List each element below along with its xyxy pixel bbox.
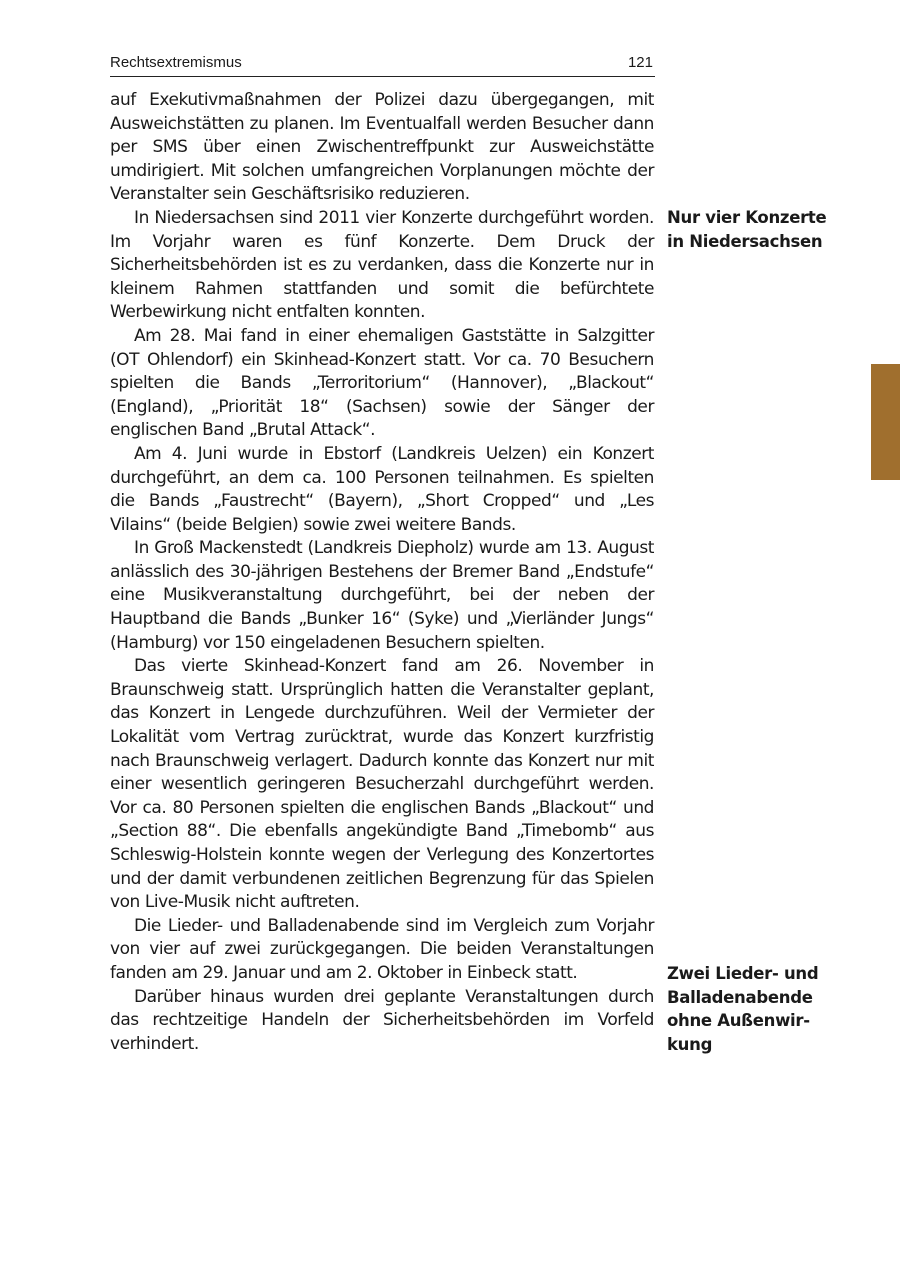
paragraph: Die Lieder- und Balladenabende sind im Vergleich zum Vorjahr von vier auf zwei zurückgegangen. Die beiden Veranstaltungen fanden am 29. Januar und am 2. Oktober in Einbeck statt. [110, 915, 654, 983]
margin-note-line: kung [667, 1034, 713, 1054]
paragraph: Am 28. Mai fand in einer ehemaligen Gaststätte in Salzgitter (OT Ohlendorf) ein Skinhead-Konzert statt. Vor ca. 70 Besuchern spielten die Bands „Terroritorium“ (Hannover), „Blackout“ (England), „Priorität 18“ (Sachsen) sowie der Sänger der englischen Band „Brutal Attack“. [110, 325, 654, 441]
paragraph: Am 4. Juni wurde in Ebstorf (Landkreis Uelzen) ein Konzert durchgeführt, an dem ca. 100 Personen teilnahmen. Es spielten die Bands „Faustrecht“ (Bayern), „Short Cropped“ und „Les Vilains“ (beide Belgien) sowie zwei weitere Bands. [110, 443, 654, 535]
page-header [110, 52, 655, 77]
margin-note-line: Balladenabende [667, 987, 813, 1007]
margin-note-ballad-evenings [667, 962, 837, 1056]
paragraph: auf Exekutivmaßnahmen der Polizei dazu übergegangen, mit Ausweichstätten zu planen. Im Eventualfall werden Besucher dann per SMS über einen Zwischentreffpunkt zur Ausweichstätte umdirigiert. Mit solchen umfangreichen Vorplanungen möchte der Veranstalter sein Geschäftsrisiko reduzieren. [110, 90, 654, 205]
paragraph: In Groß Mackenstedt (Landkreis Diepholz) wurde am 13. August anlässlich des 30-jährigen Bestehens der Bremer Band „Endstufe“ eine Musikveranstaltung durchgeführt, bei der neben der Hauptband die Bands „Bunker 16“ (Syke) und „Vierländer Jungs“ (Hamburg) vor 150 eingeladenen Besuchern spielten. [110, 538, 654, 653]
margin-note-concerts [667, 206, 837, 253]
paragraph: Darüber hinaus wurden drei geplante Veranstaltungen durch das rechtzeitige Handeln der Sicherheitsbehörden im Vorfeld verhindert. [110, 986, 654, 1054]
margin-note-line: Zwei Lieder- und [667, 964, 819, 983]
margin-note-line: Nur vier Konzerte [667, 208, 827, 227]
body-text [110, 89, 654, 1056]
paragraph: Das vierte Skinhead-Konzert fand am 26. November in Braunschweig statt. Ursprünglich hatten die Veranstalter geplant, das Konzert in Lengede durchzuführen. Weil der Vermieter der Lokalität vom Vertrag zurücktrat, wurde das Konzert kurzfristig nach Braunschweig verlagert. Dadurch konnte das Konzert nur mit einer wesentlich geringeren Besucherzahl durchgeführt werden. Vor ca. 80 Personen spielten die englischen Bands „Blackout“ und „Section 88“. Die ebenfalls angekündigte Band „Timebomb“ aus Schleswig-Holstein konnte wegen der Verlegung des Konzertortes und der damit verbundenen zeitlichen Begrenzung für das Spielen von Live-Musik nicht auftreten. [110, 656, 654, 913]
margin-note-line: ohne Außenwir- [667, 1011, 810, 1031]
page-number: 121 [627, 54, 653, 71]
margin-note-line: in Niedersachsen [667, 231, 823, 251]
paragraph: In Niedersachsen sind 2011 vier Konzerte durchgeführt worden. Im Vorjahr waren es fünf Konzerte. Dem Druck der Sicherheitsbehörden ist es zu verdanken, dass die Konzerte nur in kleinem Rahmen stattfanden und somit die befürchtete Werbewirkung nicht entfalten konnten. [110, 207, 654, 323]
chapter-tab-marker [871, 364, 900, 480]
running-head: Rechtsextremismus [110, 54, 242, 71]
